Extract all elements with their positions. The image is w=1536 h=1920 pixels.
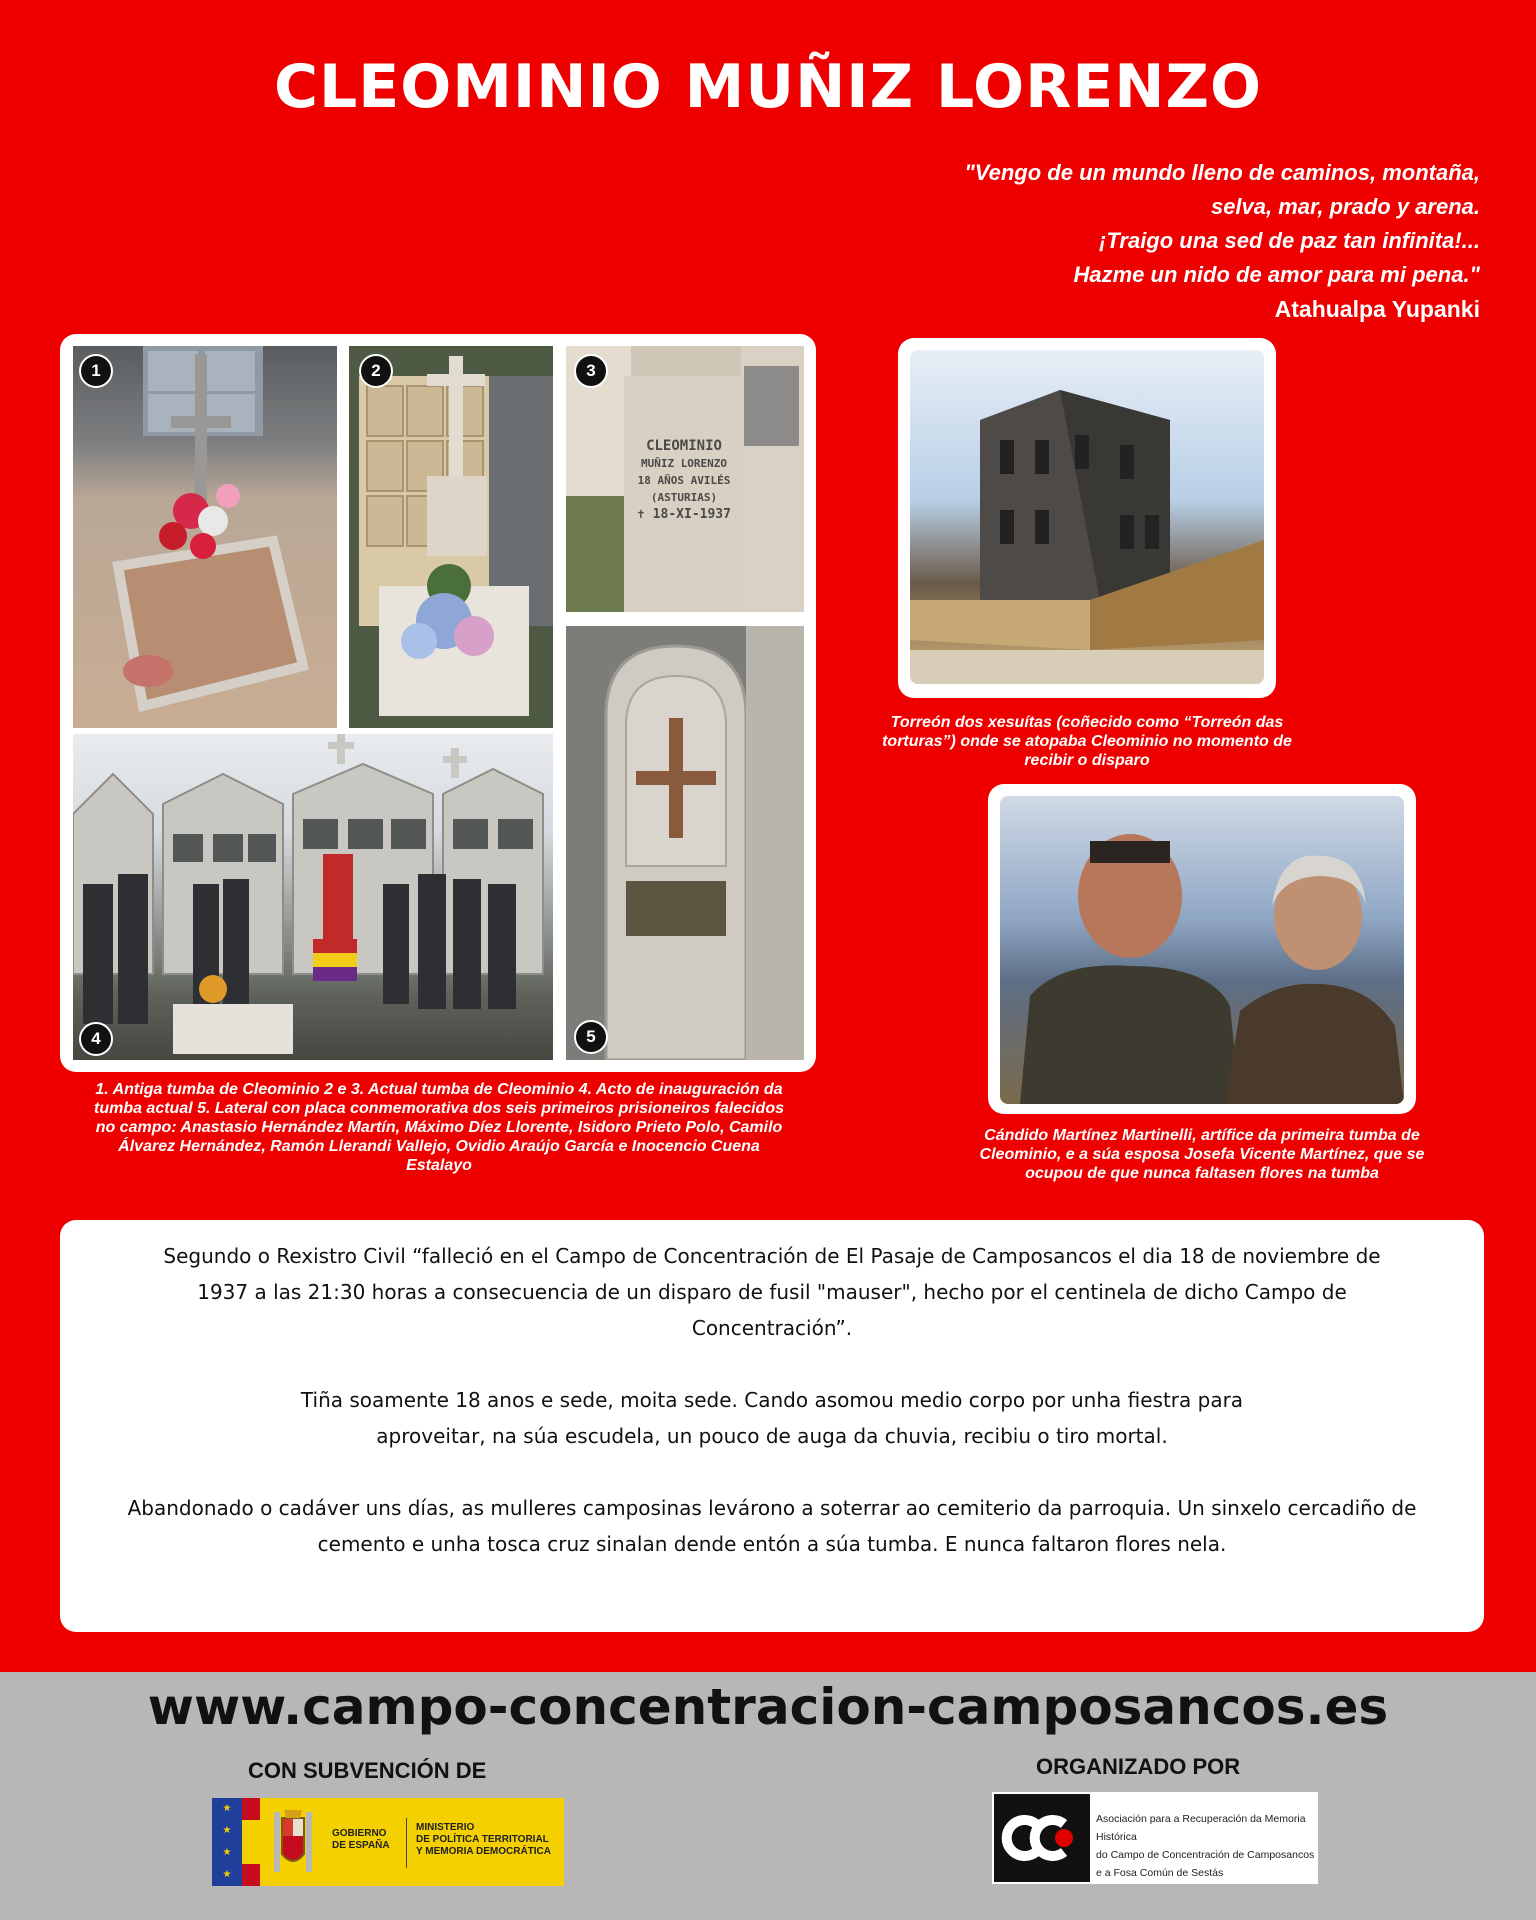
couple-photo <box>1000 796 1404 1104</box>
tower-photo-frame <box>898 338 1276 698</box>
ministry-text <box>416 1822 551 1858</box>
organizer-text <box>1096 1810 1318 1882</box>
government-logo <box>212 1798 564 1886</box>
quote-block <box>780 156 1480 326</box>
ccc-logo-icon <box>994 1794 1090 1882</box>
gov-line: GOBIERNO <box>332 1828 387 1839</box>
quote-line: ¡Traigo una sed de paz tan infinita!... <box>1099 228 1480 253</box>
collage-caption: 1. Antiga tumba de Cleominio 2 e 3. Actual tumba de Cleominio 4. Acto de inauguración da tumba actual 5. Lateral con placa conmemorativa dos seis primeiros prisioneiros falecidos no campo: Anastasio Hernández Martín, Máximo Díez Llorente, Isidoro Prieto Polo, Camilo Álvarez Hernández, Ramón Llerandi Vallejo, Ovidio Araújo García e Inocencio Cuena Estalayo <box>93 1081 784 1174</box>
plaque-line: MUÑIZ LORENZO <box>640 457 728 470</box>
coat-of-arms-icon <box>268 1804 318 1880</box>
plaque-line: CLEOMINIO <box>646 438 722 454</box>
page-title: CLEOMINIO MUÑIZ LORENZO <box>273 52 1263 122</box>
quote-line: Hazme un nido de amor para mi pena." <box>1073 262 1480 287</box>
story-text <box>100 1238 1444 1562</box>
ministry-line: Y MEMORIA DEMOCRÁTICA <box>416 1846 551 1857</box>
plaque-inscription <box>624 438 744 523</box>
organizer-logo <box>992 1792 1318 1884</box>
photo-inauguration-act <box>73 734 553 1060</box>
photo-collage <box>60 334 816 1072</box>
photo-current-tomb <box>349 346 553 728</box>
organizer-line: e a Fosa Común de Sestás <box>1096 1867 1224 1879</box>
story-paragraph: Segundo o Rexistro Civil “falleció en el Campo de Concentración de El Pasaje de Camposancos el dia 18 de noviembre de 1937 a las 21:30 horas a consecuencia de un disparo de fusil "mauser", hecho por el centinela de dicho Campo de Concentración”. <box>163 1244 1381 1340</box>
photo-number-badge: 4 <box>79 1022 113 1056</box>
story-paragraph: Abandonado o cadáver uns días, as mulleres camposinas levárono a soterrar ao cemiterio da parroquia. Un sinxelo cercadiño de cemento e unha tosca cruz sinalan dende entón a súa tumba. E nunca faltaron flores nela. <box>127 1496 1417 1556</box>
photo-commemorative-plaque <box>566 626 804 1060</box>
plaque-line: (ASTURIAS) <box>650 491 718 504</box>
photo-number-badge: 3 <box>574 354 608 388</box>
logo-divider <box>406 1818 407 1868</box>
inauguration-image <box>73 734 553 1060</box>
plaque-line: ✝ 18-XI-1937 <box>637 507 731 522</box>
story-paragraph: Tiña soamente 18 anos e sede, moita sede. Cando asomou medio corpo por unha fiestra para aproveitar, na súa escudela, un pouco de auga da chuvia, recibiu o tiro mortal. <box>300 1388 1244 1448</box>
organizado-label: ORGANIZADO POR <box>1036 1754 1241 1779</box>
tower-photo <box>910 350 1264 684</box>
subvencion-label: CON SUBVENCIÓN DE <box>248 1758 487 1783</box>
current-tomb-image <box>349 346 553 728</box>
eu-flag-icon: ★ ★ ★ ★ <box>212 1798 242 1886</box>
ministry-line: MINISTERIO <box>416 1822 475 1833</box>
photo-number-badge: 2 <box>359 354 393 388</box>
commemorative-plaque-image <box>566 626 804 1060</box>
photo-old-tomb <box>73 346 337 728</box>
quote-author: Atahualpa Yupanki <box>1274 296 1480 322</box>
organizer-line: Asociación para a Recuperación da Memoria Histórica <box>1096 1813 1306 1843</box>
plaque-line: 18 AÑOS AVILÉS <box>637 474 731 487</box>
couple-photo-frame <box>988 784 1416 1114</box>
photo-number-badge: 5 <box>574 1020 608 1054</box>
old-tomb-image <box>73 346 337 728</box>
story-panel <box>60 1220 1484 1632</box>
website-url[interactable]: www.campo-concentracion-camposancos.es <box>147 1678 1389 1736</box>
spain-flag-icon <box>242 1798 260 1886</box>
photo-number-badge: 1 <box>79 354 113 388</box>
ministry-line: DE POLÍTICA TERRITORIAL <box>416 1834 549 1845</box>
photo-tomb-plaque <box>566 346 804 612</box>
couple-caption: Cándido Martínez Martinelli, artífice da primeira tumba de Cleominio, e a súa esposa Josefa Vicente Martínez, que se ocupou de que nunca faltasen flores na tumba <box>979 1127 1425 1182</box>
tower-image <box>910 350 1264 684</box>
quote-line: selva, mar, prado y arena. <box>1210 194 1480 219</box>
organizer-line: do Campo de Concentración de Camposancos <box>1096 1849 1315 1861</box>
tower-caption: Torreón dos xesuítas (coñecido como “Torreón das torturas”) onde se atopaba Cleominio no momento de recibir o disparo <box>882 714 1292 769</box>
quote-line: "Vengo de un mundo lleno de caminos, montaña, <box>964 160 1480 185</box>
gov-spain-text <box>332 1828 390 1852</box>
gov-line: DE ESPAÑA <box>332 1840 390 1851</box>
couple-image <box>1000 796 1404 1104</box>
